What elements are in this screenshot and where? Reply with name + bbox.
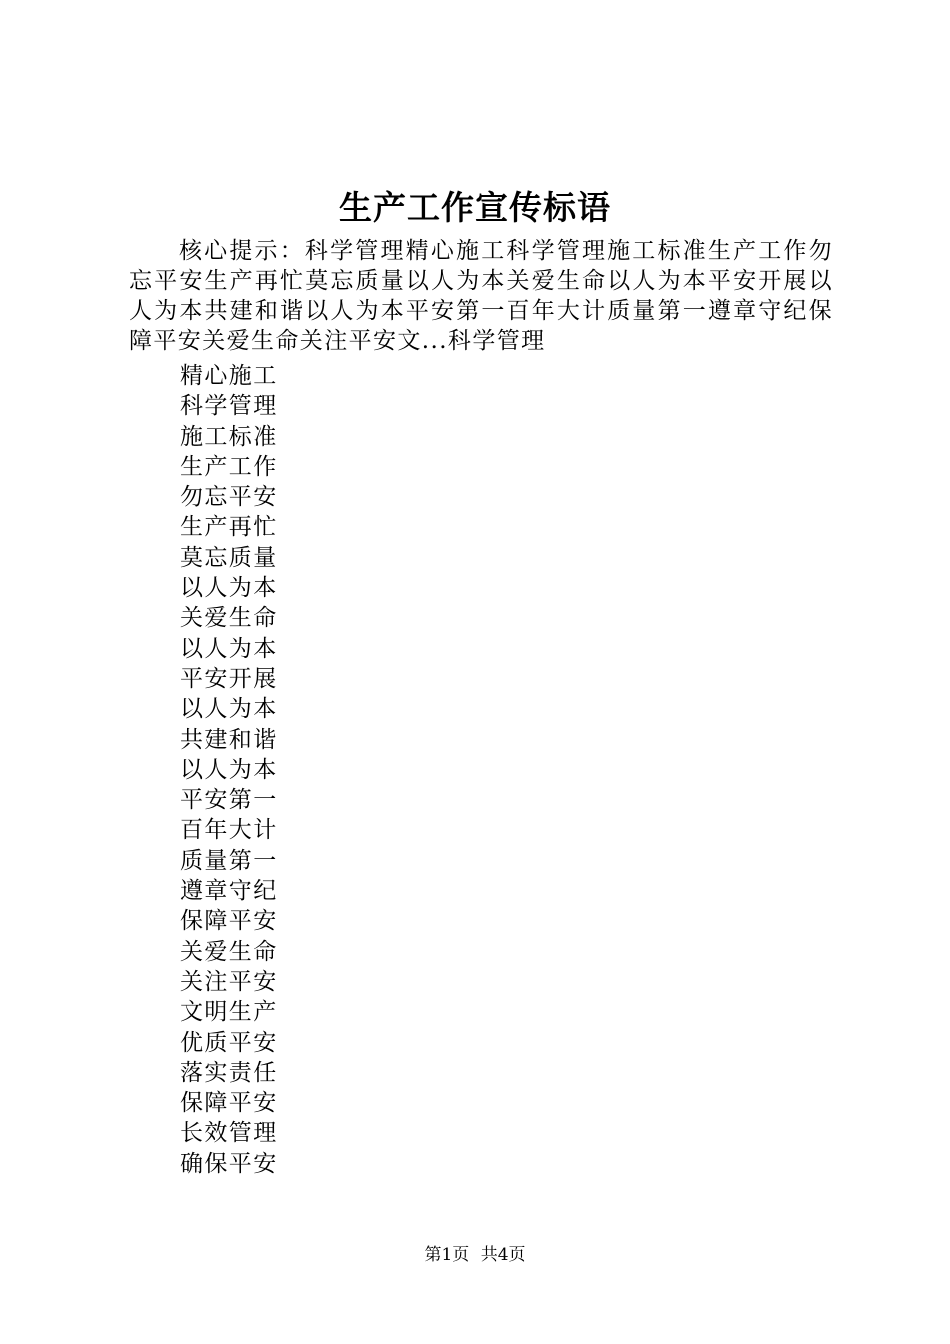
slogan-item: 共建和谐 — [180, 726, 278, 753]
slogan-item: 精心施工 — [180, 363, 278, 389]
core-summary-paragraph: 核心提示：科学管理精心施工科学管理施工标准生产工作勿忘平安生产再忙莫忘质量以人为本关爱生命以人为本平安开展以人为本共建和谐以人为本平安第一百年大计质量第一遵章守纪保障平安关爱生命关注平安文...科学管理 — [129, 238, 833, 354]
slogan-item: 确保平安 — [180, 1150, 278, 1177]
slogan-item: 平安第一 — [180, 787, 278, 814]
slogan-item: 勿忘平安 — [180, 484, 278, 511]
slogan-item: 保障平安 — [180, 1090, 278, 1117]
slogan-item: 莫忘质量 — [180, 544, 278, 571]
slogan-item: 优质平安 — [180, 1029, 278, 1056]
page-footer — [0, 1240, 950, 1270]
slogan-item: 生产再忙 — [180, 514, 278, 541]
slogan-item: 以人为本 — [180, 635, 278, 662]
slogan-item: 以人为本 — [180, 696, 278, 723]
slogan-list — [180, 361, 278, 1179]
total-pages: 共4页 — [480, 1245, 526, 1265]
slogan-item: 遵章守纪 — [180, 878, 278, 905]
slogan-item: 关爱生命 — [180, 605, 278, 632]
document-title: 生产工作宣传标语 — [339, 188, 611, 227]
slogan-item: 质量第一 — [180, 847, 278, 874]
page-number: 第1页 — [424, 1245, 470, 1265]
slogan-item: 科学管理 — [180, 393, 278, 420]
slogan-item: 以人为本 — [180, 575, 278, 602]
slogan-item: 关爱生命 — [180, 938, 278, 965]
slogan-item: 关注平安 — [180, 968, 278, 995]
slogan-item: 平安开展 — [180, 665, 278, 692]
slogan-item: 文明生产 — [180, 999, 278, 1026]
slogan-item: 以人为本 — [180, 756, 278, 783]
slogan-item: 生产工作 — [180, 453, 278, 480]
slogan-item: 落实责任 — [180, 1059, 278, 1086]
slogan-item: 保障平安 — [180, 908, 278, 935]
slogan-item: 百年大计 — [180, 817, 278, 844]
slogan-item: 长效管理 — [180, 1120, 278, 1147]
slogan-item: 施工标准 — [180, 423, 278, 450]
